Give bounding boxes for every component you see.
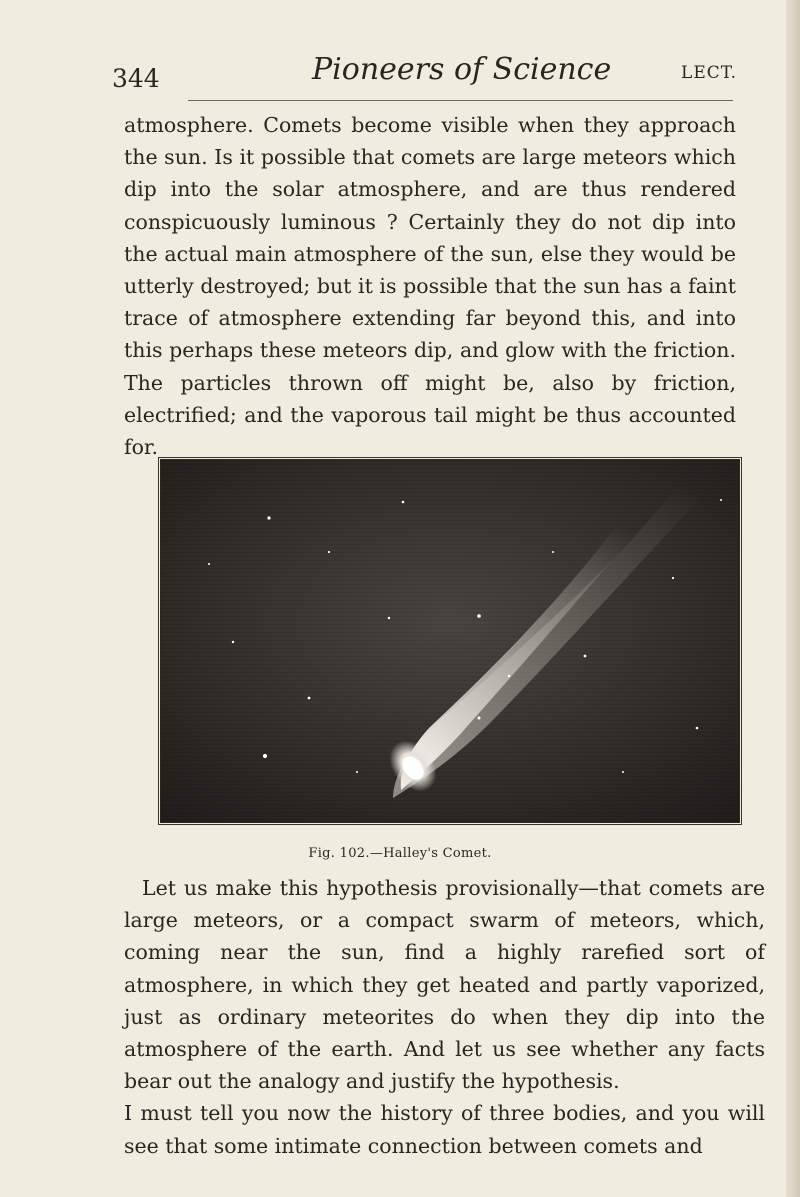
paragraph-3-text: I must tell you now the history of three bodies, and you will see that some intimate connection between comets and: [124, 1101, 765, 1158]
lecture-label: LECT.: [681, 63, 737, 83]
paragraph-1: atmosphere. Comets become visible when they approach the sun. Is it possible that comets are large meteors which dip into the solar atmosphere, and are thus rendered conspicuously luminous ? Certainly they do not dip into the actual main atmosphere of the sun, else they would be utterly destroyed; but it is possible that the sun has a faint trace of atmosphere extending far beyond this, and into this perhaps these meteors dip, and glow with the friction. The particles thrown off might be, also by friction, electrified; and the vaporous tail might be thus accounted for.: [124, 113, 736, 460]
figure-caption: Fig. 102.—Halley's Comet.: [308, 846, 492, 861]
comet-engraving: [161, 460, 739, 822]
page-header: [112, 52, 737, 98]
page-edge: [786, 0, 800, 1197]
header-rule: [188, 100, 733, 101]
paragraph-2-text: Let us make this hypothesis provisionally—that comets are large meteors, or a compact swarm of meteors, which, coming near the sun, find a highly rarefied sort of atmosphere, in which they get heated and partly vaporized, just as ordinary meteorites do when they dip into the atmosphere of the earth. And let us see whether any facts bear out the analogy and justify the hypothesis.: [124, 876, 765, 1094]
running-title: Pioneers of Science: [312, 52, 612, 87]
page-number: 344: [112, 64, 160, 93]
comet-illustration: [160, 459, 740, 823]
paragraph-2: [124, 872, 765, 1162]
